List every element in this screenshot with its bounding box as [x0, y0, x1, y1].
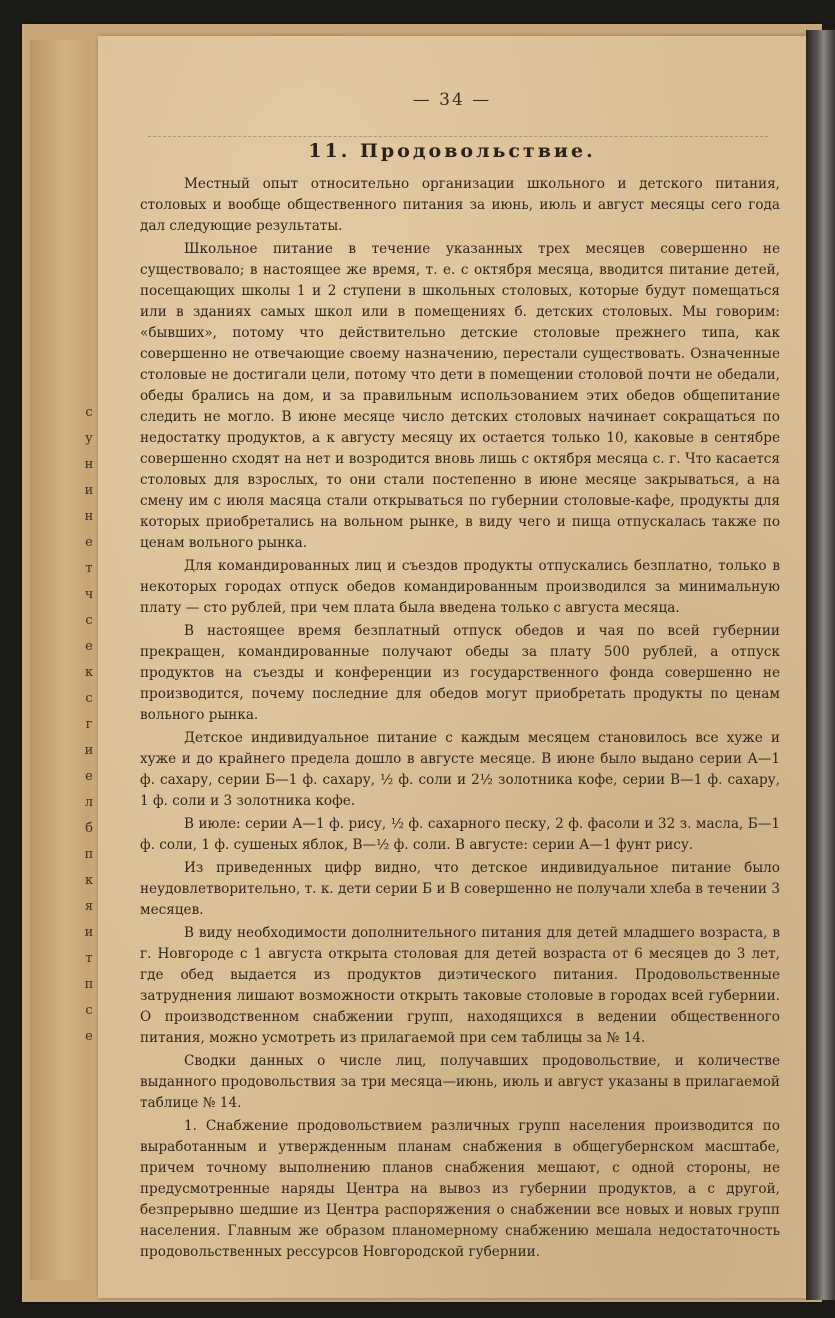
margin-letter: с [85, 613, 93, 628]
margin-letter: н [84, 509, 94, 524]
body-text [140, 174, 780, 1265]
document-page [98, 36, 806, 1298]
margin-letter: и [84, 483, 94, 498]
section-heading: 11. Продовольствие. [308, 140, 596, 162]
margin-letters [82, 403, 96, 1047]
margin-letter: е [85, 1029, 93, 1044]
margin-letter: л [84, 795, 94, 810]
previous-page-strip [30, 40, 90, 1280]
paragraph: Детское индивидуальное питание с каждым месяцем становилось все хуже и хуже и до крайнего предела дошло в августе месяце. В июне было выдано серии А—1 ф. сахару, серии Б—1 ф. сахару, ½ ф. соли и 2½ золотника кофе, серии В—1 ф. сахару, 1 ф. соли и 3 золотника кофе. [140, 730, 780, 809]
paragraph: В виду необходимости дополнительного питания для детей младшего возраста, в г. Новгороде с 1 августа открыта столовая для детей возраста от 6 месяцев до 3 лет, где обед выдается из продуктов диэтического питания. Продовольственные затруднения лишают возможности открыть таковые столовые в городах всей губернии. О производственном снабжении групп, находящихся в ведении общественного питания, можно усмотреть из прилагаемой при сем таблицы за № 14. [140, 925, 780, 1046]
margin-letter: е [85, 535, 93, 550]
margin-letter: с [85, 405, 93, 420]
margin-letter: ч [84, 587, 94, 602]
margin-letter: к [84, 873, 94, 888]
margin-letter: п [84, 847, 94, 862]
margin-letter: и [84, 925, 94, 940]
paragraph: Для командированных лиц и съездов продукты отпускались безплатно, только в некоторых городах отпуск обедов командированным производился за минимальную плату — сто рублей, при чем плата была введена только с августа месяца. [140, 558, 780, 616]
margin-letter: у [85, 431, 93, 446]
paragraph: Местный опыт относительно организации школьного и детского питания, столовых и вообще общественного питания за июнь, июль и август месяцы сего года дал следующие результаты. [140, 176, 780, 234]
header-rule [148, 136, 768, 138]
paragraph: Сводки данных о числе лиц, получавших продовольствие, и количестве выданного продовольствия за три месяца—июнь, июль и август указаны в прилагаемой таблице № 14. [140, 1053, 780, 1111]
margin-letter: т [85, 951, 93, 966]
paragraph: Из приведенных цифр видно, что детское индивидуальное питание было неудовлетворительно, т. к. дети серии Б и В совершенно не получали хлеба в течении 3 месяцев. [140, 860, 780, 918]
paragraph: 1. Снабжение продовольствием различных групп населения производится по выработанным и утвержденным планам снабжения в общегубернском масштабе, причем точному выполнению планов снабжения мешают, с одной стороны, не предусмотренные наряды Центра на вывоз из губернии продуктов, а с другой, безпрерывно шедшие из Центра распоряжения о снабжении все новых и новых групп населения. Главным же образом планомерному снабжению мешала недостаточность продовольственных рессурсов Новгородской губернии. [140, 1118, 780, 1260]
page-number: — 34 — [412, 90, 492, 110]
margin-letter: е [85, 639, 93, 654]
margin-letter: т [85, 561, 93, 576]
margin-letter: б [85, 821, 93, 836]
margin-letter: с [85, 1003, 93, 1018]
margin-letter: с [85, 691, 93, 706]
paragraph: Школьное питание в течение указанных трех месяцев совершенно не существовало; в настоящее же время, т. е. с октября месяца, вводится питание детей, посещающих школы 1 и 2 ступени в школьных столовых, которые будут помещаться или в зданиях самых школ или в помещениях б. детских столовых. Мы говорим: «бывших», потому что действительно детские столовые прежнего типа, как совершенно не отвечающие своему назначению, перестали существовать. Означенные столовые не достигали цели, потому что дети в помещении столовой почти не обедали, обеды брались на дом, и за правильным использованием этих обедов общепитание следить не могло. В июне месяце число детских столовых начинает сокращаться по недостатку продуктов, а к августу месяцу их остается только 10, каковые в сентябре совершенно сходят на нет и возродится вновь лишь с октября месяца с. г. Что касается столовых для взрослых, то они стали постепенно в июне месяце закрываться, а на смену им с июля масяца стали открываться по губернии столовые-кафе, продукты для которых приобретались на вольном рынке, в виду чего и пища отпускалась также по ценам вольного рынка. [140, 241, 780, 551]
paragraph: В июле: серии А—1 ф. рису, ½ ф. сахарного песку, 2 ф. фасоли и 32 з. масла, Б—1 ф. соли, 1 ф. сушеных яблок, В—½ ф. соли. В августе: серии А—1 фунт рису. [140, 816, 780, 853]
margin-letter: и [84, 743, 94, 758]
margin-letter: я [84, 899, 94, 914]
margin-letter: к [84, 665, 94, 680]
book-edge [806, 30, 835, 1300]
margin-letter: н [84, 457, 94, 472]
paragraph: В настоящее время безплатный отпуск обедов и чая по всей губернии прекращен, командированные получают обеды за плату 500 рублей, а отпуск продуктов на съезды и конференции из государственного фонда совершенно не производится, почему последние для обедов могут приобретать продукты по ценам вольного рынка. [140, 623, 780, 723]
margin-letter: г [85, 717, 93, 732]
margin-letter: е [85, 769, 93, 784]
margin-letter: п [84, 977, 94, 992]
